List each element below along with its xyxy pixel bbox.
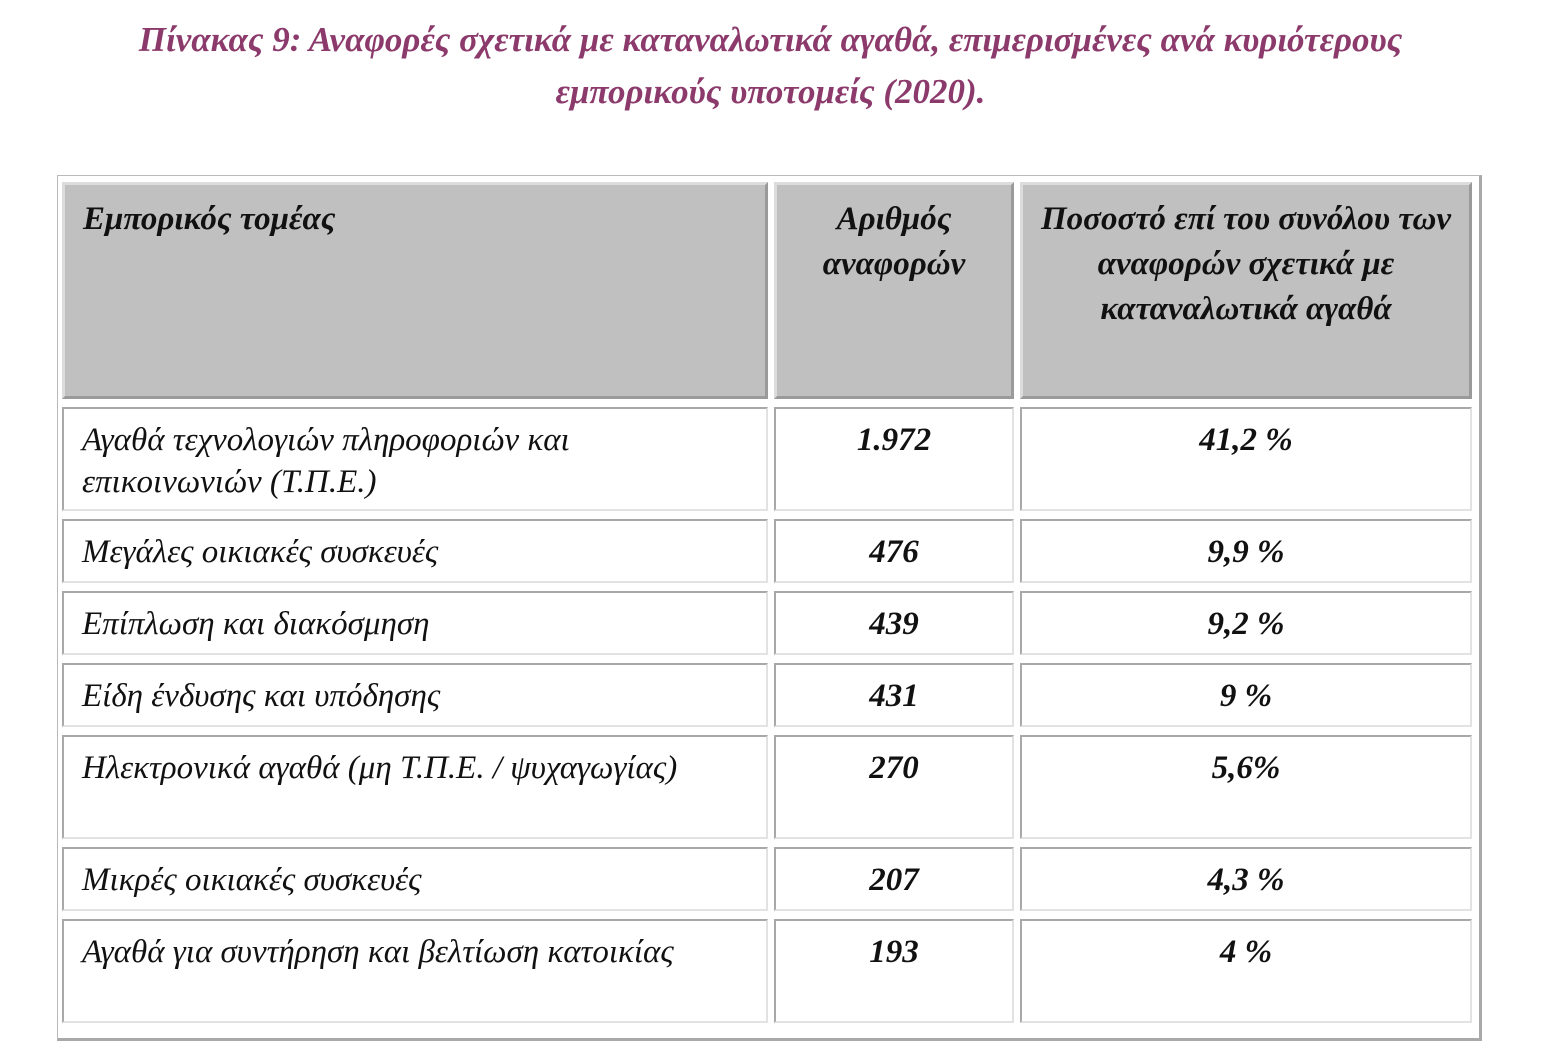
count-cell: 431 bbox=[774, 663, 1014, 727]
header-sector: Εμπορικός τομέας bbox=[62, 182, 768, 399]
header-share: Ποσοστό επί του συνόλου των αναφορών σχετικά με καταναλωτικά αγαθά bbox=[1020, 182, 1472, 399]
count-cell: 476 bbox=[774, 519, 1014, 583]
header-count: Αριθμός αναφορών bbox=[774, 182, 1014, 399]
share-cell: 9,9 % bbox=[1020, 519, 1472, 583]
count-cell: 270 bbox=[774, 735, 1014, 839]
table-row bbox=[62, 919, 1472, 1023]
share-cell: 4,3 % bbox=[1020, 847, 1472, 911]
share-cell: 9,2 % bbox=[1020, 591, 1472, 655]
table-row bbox=[62, 735, 1472, 839]
table-row bbox=[62, 663, 1472, 727]
share-cell: 4 % bbox=[1020, 919, 1472, 1023]
sector-cell: Μεγάλες οικιακές συσκευές bbox=[62, 519, 768, 583]
header-row bbox=[62, 182, 1472, 399]
table-row bbox=[62, 407, 1472, 511]
sector-cell: Ηλεκτρονικά αγαθά (μη Τ.Π.Ε. / ψυχαγωγίας) bbox=[62, 735, 768, 839]
sector-cell: Αγαθά για συντήρηση και βελτίωση κατοικίας bbox=[62, 919, 768, 1023]
sector-cell: Είδη ένδυσης και υπόδησης bbox=[62, 663, 768, 727]
table-row bbox=[62, 519, 1472, 583]
share-cell: 9 % bbox=[1020, 663, 1472, 727]
complaints-table bbox=[56, 174, 1478, 1031]
table-row bbox=[62, 591, 1472, 655]
table-row bbox=[62, 847, 1472, 911]
sector-cell: Αγαθά τεχνολογιών πληροφοριών και επικοινωνιών (Τ.Π.Ε.) bbox=[62, 407, 768, 511]
share-cell: 5,6% bbox=[1020, 735, 1472, 839]
count-cell: 193 bbox=[774, 919, 1014, 1023]
sector-cell: Μικρές οικιακές συσκευές bbox=[62, 847, 768, 911]
table-caption bbox=[0, 14, 1541, 118]
count-cell: 207 bbox=[774, 847, 1014, 911]
share-cell: 41,2 % bbox=[1020, 407, 1472, 511]
count-cell: 1.972 bbox=[774, 407, 1014, 511]
caption-line-2: εμπορικούς υποτομείς (2020). bbox=[555, 72, 986, 111]
caption-line-1: Πίνακας 9: Αναφορές σχετικά με καταναλωτικά αγαθά, επιμερισμένες ανά κυριότερους bbox=[138, 20, 1403, 59]
sector-cell: Επίπλωση και διακόσμηση bbox=[62, 591, 768, 655]
count-cell: 439 bbox=[774, 591, 1014, 655]
